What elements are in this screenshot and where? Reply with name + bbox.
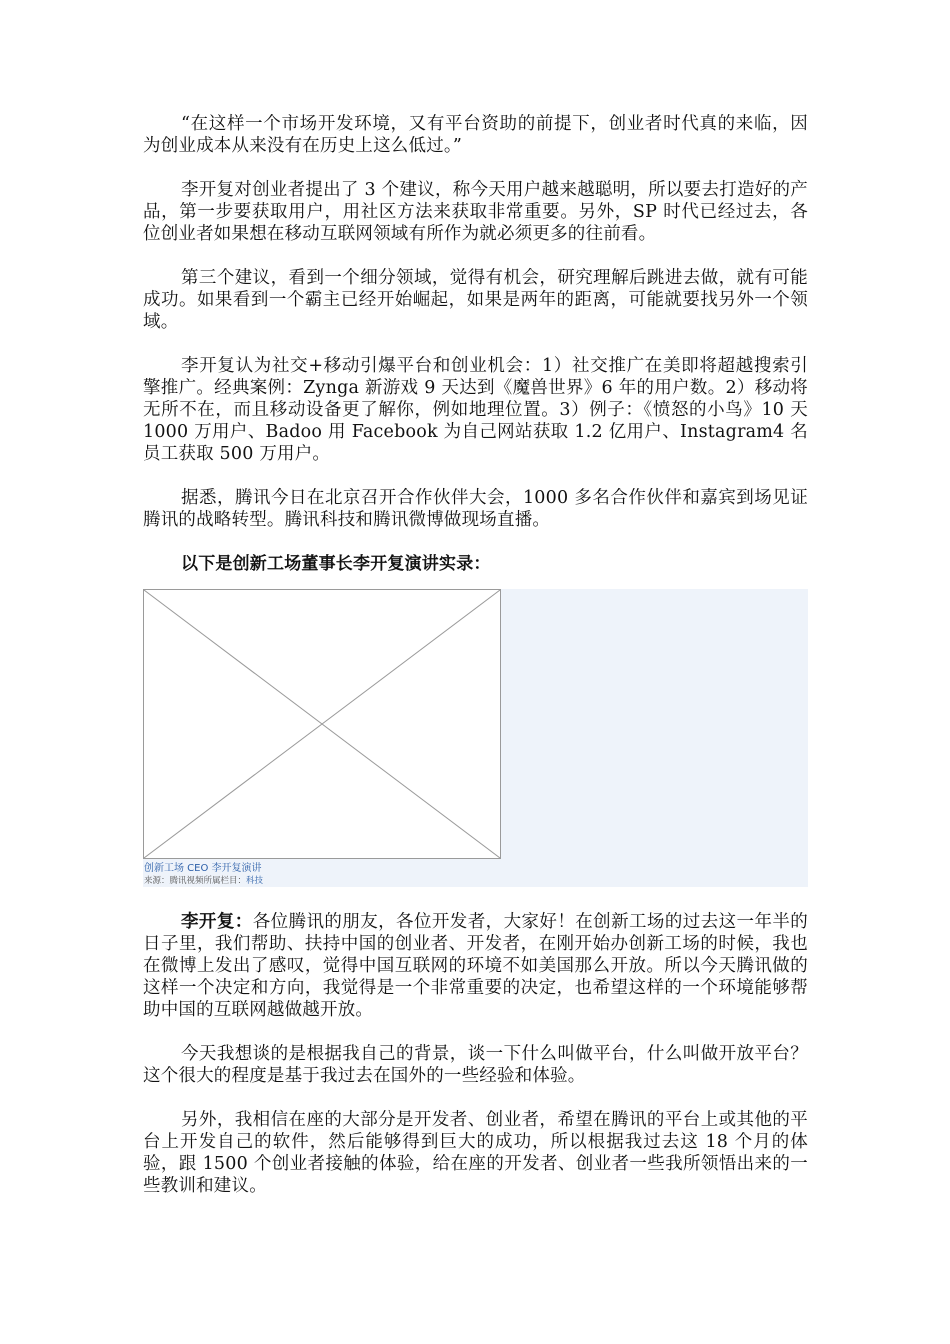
paragraph-third-suggestion: 第三个建议，看到一个细分领域，觉得有机会，研究理解后跳进去做，就有可能成功。如果看到一个霸主已经开始崛起，如果是两年的距离，可能就要找另外一个领域。	[143, 268, 808, 332]
article-body	[143, 113, 808, 1197]
paragraph-quote: “在这样一个市场开发环境，又有平台资助的前提下，创业者时代真的来临，因为创业成本从来没有在历史上这么低过。”	[143, 114, 808, 156]
video-source-prefix: 来源：腾讯视频所属栏目：	[144, 876, 247, 886]
speech-paragraph-1	[143, 911, 808, 1021]
section-heading: 以下是创新工场董事长李开复演讲实录：	[181, 554, 491, 574]
video-source	[144, 876, 263, 886]
speech-paragraph-3: 另外，我相信在座的大部分是开发者、创业者，希望在腾讯的平台上或其他的平台上开发自己的软件，然后能够得到巨大的成功，所以根据我过去这 18 个月的体验，跟 1500 个创业者接触的体验，给在座的开发者、创业者一些我所领悟出来的一些教训和建议。	[143, 1110, 808, 1196]
paragraph-three-suggestions: 李开复对创业者提出了 3 个建议，称今天用户越来越聪明，所以要去打造好的产品，第一步要获取用户，用社区方法来获取非常重要。另外，SP 时代已经过去，各位创业者如果想在移动互联网领域有所作为就必须更多的往前看。	[143, 180, 808, 244]
video-caption[interactable]: 创新工场 CEO 李开复演讲	[144, 863, 262, 874]
speech-paragraph-2: 今天我想谈的是根据我自己的背景，谈一下什么叫做平台，什么叫做开放平台？这个很大的程度是基于我过去在国外的一些经验和体验。	[143, 1044, 808, 1086]
video-placeholder-cross-icon	[144, 590, 500, 858]
video-embed	[143, 589, 808, 887]
speaker-label: 李开复：	[181, 912, 253, 932]
paragraph-social-mobile: 李开复认为社交+移动引爆平台和创业机会：1）社交推广在美即将超越搜索引擎推广。经典案例：Zynga 新游戏 9 天达到《魔兽世界》6 年的用户数。2）移动将无所不在，而且移动设备更了解你，例如地理位置。3）例子：《愤怒的小鸟》10 天 1000 万用户、Badoo 用 Facebook 为自己网站获取 1.2 亿用户、Instagram4 名员工获取 500 万用户。	[143, 356, 808, 464]
video-player-placeholder[interactable]	[143, 589, 501, 859]
video-source-tag[interactable]: 科技	[246, 876, 264, 886]
speech-paragraph-1-text: 各位腾讯的朋友，各位开发者，大家好！在创新工场的过去这一年半的日子里，我们帮助、扶持中国的创业者、开发者，在刚开始办创新工场的时候，我也在微博上发出了感叹，觉得中国互联网的环境不如美国那么开放。所以今天腾讯做的这样一个决定和方向，我觉得是一个非常重要的决定，也希望这样的一个环境能够帮助中国的互联网越做越开放。	[143, 912, 808, 1020]
paragraph-partner-conference: 据悉，腾讯今日在北京召开合作伙伴大会，1000 多名合作伙伴和嘉宾到场见证腾讯的战略转型。腾讯科技和腾讯微博做现场直播。	[143, 488, 808, 530]
